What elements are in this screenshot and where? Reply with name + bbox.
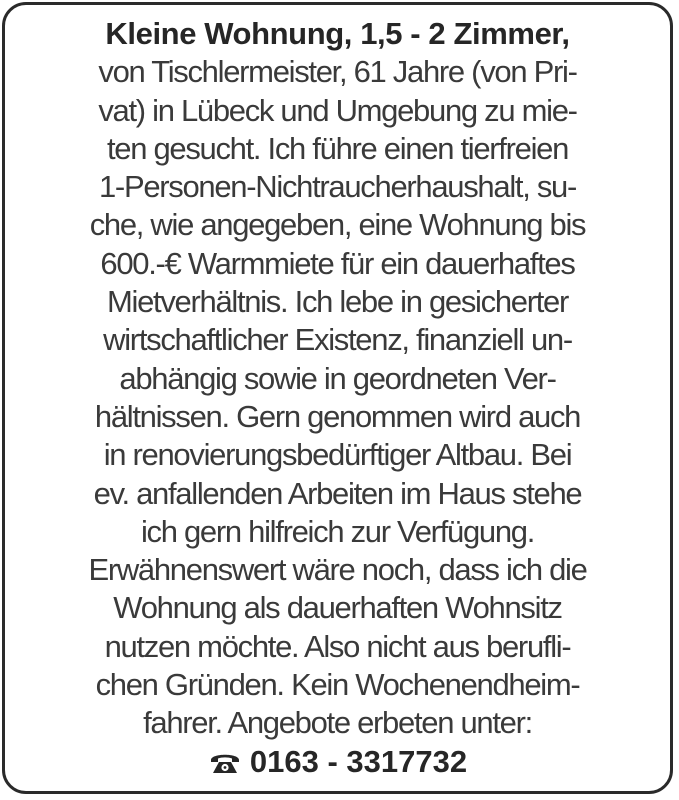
ad-body-line: wirtschaftlicher Existenz, finanziell un- xyxy=(103,322,572,358)
ad-body-line: nutzen möchte. Also nicht aus berufli- xyxy=(104,628,571,664)
ad-body-line: ich gern hilfreich zur Verfügung. xyxy=(140,513,535,549)
ad-body-line: Wohnung als dauerhaften Wohnsitz xyxy=(113,590,562,626)
phone-number[interactable]: 0163 - 3317732 xyxy=(249,743,468,779)
ad-body-line: Mietverhältnis. Ich lebe in gesicherter xyxy=(106,284,569,320)
ad-body-line: abhängig sowie in geordneten Ver- xyxy=(119,360,556,396)
ad-body-line: vat) in Lübeck und Umgebung zu mie- xyxy=(98,92,577,128)
classified-ad-box xyxy=(2,2,673,794)
ad-body-line: ev. anfallenden Arbeiten im Haus stehe xyxy=(93,475,582,511)
ad-body-line: hältnissen. Gern genommen wird auch xyxy=(94,398,581,434)
telephone-icon xyxy=(208,746,242,784)
ad-phone-line xyxy=(19,743,656,784)
ad-body-line: 600.-€ Warmmiete für ein dauerhaftes xyxy=(100,245,575,281)
ad-body-line: 1-Personen-Nichtraucherhaushalt, su- xyxy=(98,169,577,205)
ad-headline: Kleine Wohnung, 1,5 - 2 Zimmer, xyxy=(105,16,570,51)
ad-body-line: von Tischlermeister, 61 Jahre (von Pri- xyxy=(98,54,577,90)
ad-text xyxy=(19,15,656,784)
ad-body-line: Erwähnenswert wäre noch, dass ich die xyxy=(88,552,587,588)
ad-body-line: che, wie angegeben, eine Wohnung bis xyxy=(89,207,586,243)
ad-body-line: ten gesucht. Ich führe einen tierfreien xyxy=(106,130,569,166)
ad-body-line: fahrer. Angebote erbeten unter: xyxy=(143,705,532,741)
ad-body-line: in renovierungsbedürftiger Altbau. Bei xyxy=(103,437,572,473)
ad-body-line: chen Gründen. Kein Wochenendheim- xyxy=(95,667,580,703)
